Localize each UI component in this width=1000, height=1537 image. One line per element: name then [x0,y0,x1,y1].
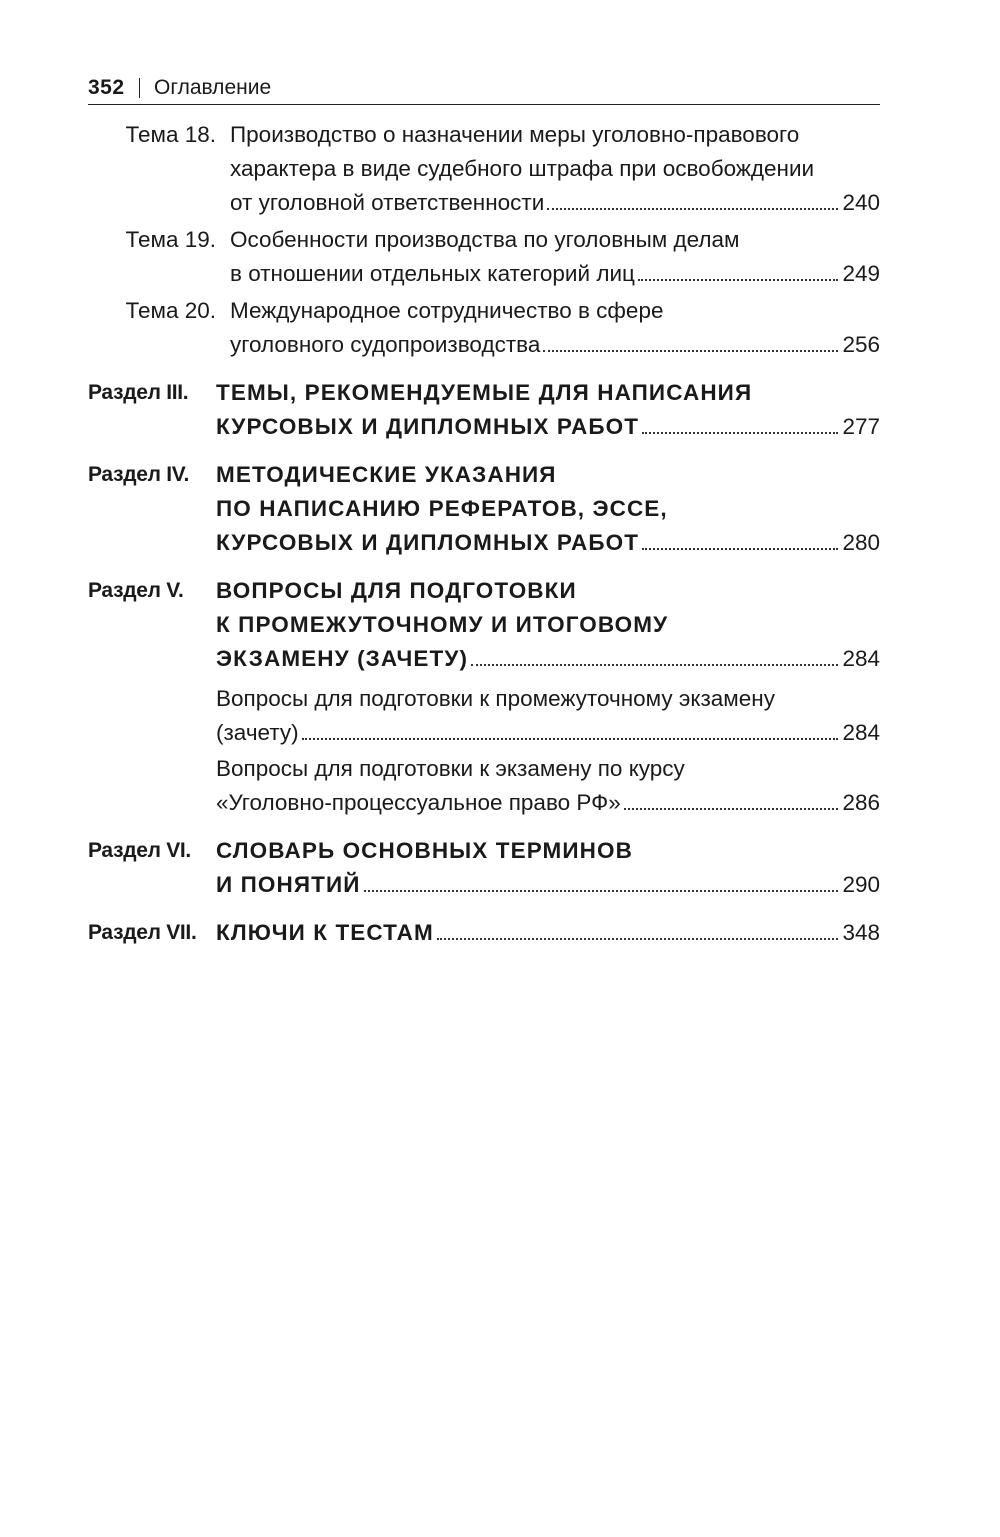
topic-title-line: Международное сотрудничество в сфере [230,298,664,323]
running-title: Оглавление [154,76,272,99]
dot-leader [364,890,839,892]
dot-leader [642,548,838,550]
section-body [216,834,880,902]
section-body [216,376,880,444]
section-label: Раздел VII. [88,921,197,944]
section-subitems [216,682,880,820]
subitem-title-line: Вопросы для подготовки к экзамену по курсу [216,756,685,781]
subitem-title-line: (зачету) [216,720,299,745]
section-body [216,458,880,560]
header-separator [139,78,141,98]
topic-title-line: Особенности производства по уголовным делам [230,227,740,252]
page-ref: 348 [842,920,880,945]
toc-topic-20[interactable] [88,294,880,362]
toc-section-4[interactable] [88,458,880,560]
section-title-line: И ПОНЯТИЙ [216,872,361,897]
topic-title-line: уголовного судопроизводства [230,332,541,357]
toc-topic-19[interactable] [88,223,880,291]
page-ref: 256 [842,332,880,357]
section-title-line: КЛЮЧИ К ТЕСТАМ [216,920,434,945]
page-ref: 290 [842,872,880,897]
toc-subitem[interactable] [216,752,880,820]
dot-leader [437,938,839,940]
topic-title-line: от уголовной ответственности [230,190,545,215]
topic-label: Тема 19. [125,227,216,252]
subitem-title-line: Вопросы для подготовки к промежуточному экзамену [216,686,775,711]
dot-leader [547,208,838,210]
page-ref: 280 [842,530,880,555]
section-title-line: ПО НАПИСАНИЮ РЕФЕРАТОВ, ЭССЕ, [216,496,668,521]
page-ref: 286 [842,790,880,815]
section-body [216,574,880,820]
section-title-line: СЛОВАРЬ ОСНОВНЫХ ТЕРМИНОВ [216,838,633,863]
topic-body [230,118,880,220]
running-header [88,72,880,105]
page-ref: 249 [842,261,880,286]
section-label: Раздел IV. [88,463,190,486]
section-label: Раздел VI. [88,839,191,862]
dot-leader [471,664,838,666]
subitem-title-line: «Уголовно-процессуальное право РФ» [216,790,621,815]
toc-section-6[interactable] [88,834,880,902]
topic-body [230,294,880,362]
dot-leader [642,432,838,434]
toc-section-5[interactable] [88,574,880,820]
section-title-line: ЭКЗАМЕНУ (ЗАЧЕТУ) [216,646,469,671]
page-ref: 277 [842,414,880,439]
section-title-line: КУРСОВЫХ И ДИПЛОМНЫХ РАБОТ [216,414,640,439]
dot-leader [302,738,839,740]
section-body [216,916,880,950]
section-title-line: МЕТОДИЧЕСКИЕ УКАЗАНИЯ [216,462,557,487]
topic-title-line: в отношении отдельных категорий лиц [230,261,635,286]
topic-label: Тема 18. [125,122,216,147]
topic-body [230,223,880,291]
section-label: Раздел V. [88,579,184,602]
dot-leader [638,279,839,281]
section-title-line: К ПРОМЕЖУТОЧНОМУ И ИТОГОВОМУ [216,612,669,637]
section-title-line: КУРСОВЫХ И ДИПЛОМНЫХ РАБОТ [216,530,640,555]
topic-title-line: характера в виде судебного штрафа при освобождении [230,156,815,181]
section-title-line: ТЕМЫ, РЕКОМЕНДУЕМЫЕ ДЛЯ НАПИСАНИЯ [216,380,753,405]
topic-title-line: Производство о назначении меры уголовно-правового [230,122,800,147]
toc-subitem[interactable] [216,682,880,750]
table-of-contents [88,118,880,950]
dot-leader [624,808,839,810]
section-title-line: ВОПРОСЫ ДЛЯ ПОДГОТОВКИ [216,578,577,603]
toc-section-3[interactable] [88,376,880,444]
page-ref: 240 [842,190,880,215]
dot-leader [543,350,838,352]
toc-section-7[interactable] [88,916,880,950]
section-label: Раздел III. [88,381,189,404]
page-number: 352 [88,76,125,99]
topic-label: Тема 20. [125,298,216,323]
page-ref: 284 [842,646,880,671]
toc-topic-18[interactable] [88,118,880,220]
page-ref: 284 [842,720,880,745]
